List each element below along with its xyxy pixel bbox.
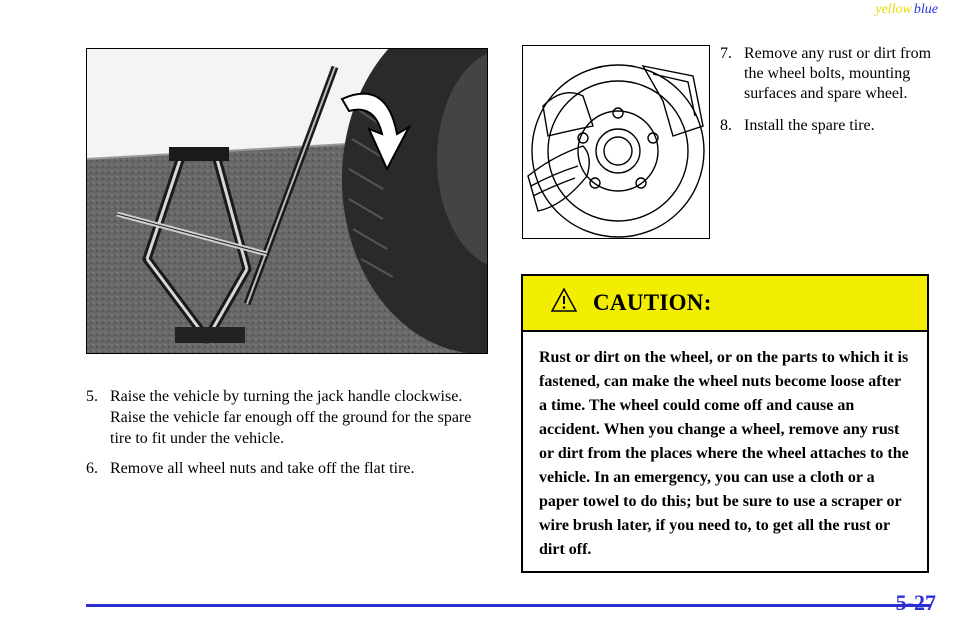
caution-box [521, 274, 929, 573]
wheel-hub-drawing [522, 45, 710, 239]
step-text: Remove all wheel nuts and take off the flat tire. [110, 460, 415, 477]
step-number: 6. [86, 460, 98, 477]
caution-title: CAUTION: [593, 290, 712, 315]
step-text: Raise the vehicle by turning the jack handle clockwise. Raise the vehicle far enough off the ground for the spare tire to fit under the vehicle. [110, 388, 472, 447]
wheel-hub-illustration [523, 46, 709, 238]
jack-photo [86, 48, 488, 354]
print-color-marks [875, 2, 938, 18]
color-mark-blue: blue [913, 2, 938, 17]
page-number: 5-27 [895, 590, 936, 615]
step-text: Install the spare tire. [744, 117, 875, 134]
step-5 [86, 386, 486, 449]
color-mark-yellow: yellow [875, 2, 912, 17]
step-7 [720, 44, 940, 104]
jack-photo-illustration [87, 49, 487, 353]
step-number: 7. [720, 45, 732, 62]
steps-right-column [720, 44, 940, 148]
caution-body: Rust or dirt on the wheel, or on the parts to which it is fastened, can make the wheel nuts become loose after a time. The wheel could come off and cause an accident. When you change a wheel, remove any rust or dirt from the places where the wheel attaches to the vehicle. In an emergency, you can use a cloth or a paper towel to do this; but be sure to use a scraper or wire brush later, if you need to, to get all the rust or dirt off. [539, 349, 909, 558]
caution-header [523, 276, 927, 332]
step-8 [720, 116, 940, 136]
step-number: 8. [720, 117, 732, 134]
step-6 [86, 458, 486, 479]
footer-rule [86, 604, 930, 607]
step-number: 5. [86, 388, 98, 405]
steps-left-column [86, 386, 486, 488]
step-text: Remove any rust or dirt from the wheel bolts, mounting surfaces and spare wheel. [744, 45, 932, 102]
warning-triangle-icon [551, 288, 577, 312]
